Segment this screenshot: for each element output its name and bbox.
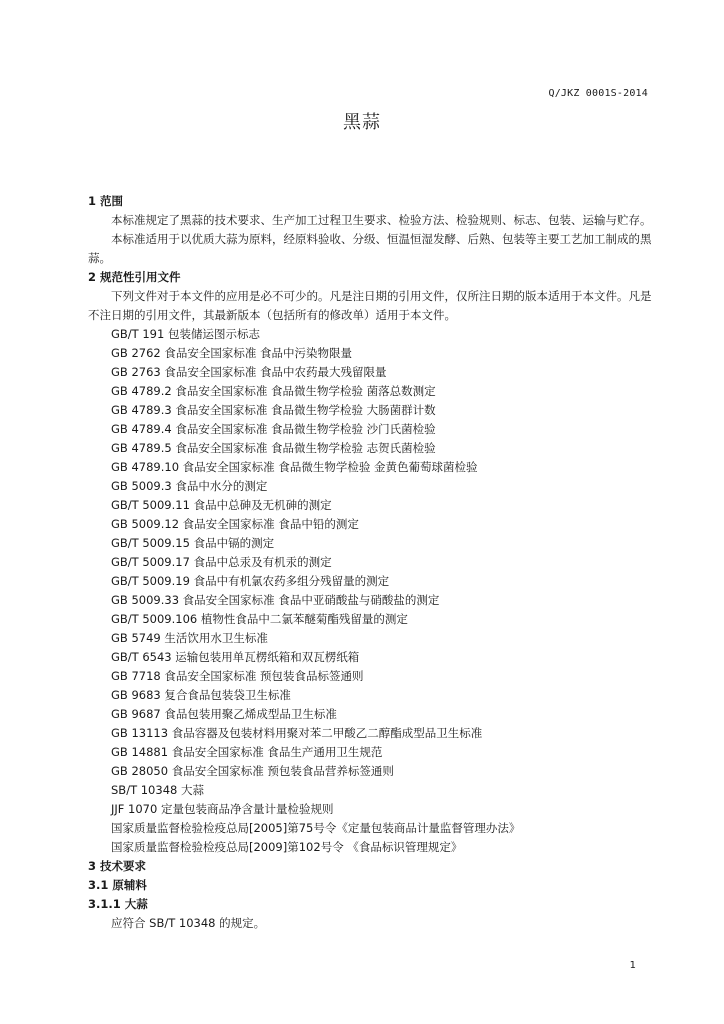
reference-item: GB/T 191 包装储运图示标志 (111, 327, 260, 341)
section-1-paragraph-1: 本标准规定了黑蒜的技术要求、生产加工过程卫生要求、检验方法、检验规则、标志、包装、运输与贮存。 (111, 213, 652, 227)
reference-item: GB/T 5009.17 食品中总汞及有机汞的测定 (111, 555, 332, 569)
reference-item: GB 5009.3 食品中水分的测定 (111, 479, 268, 493)
section-2-heading: 2 规范性引用文件 (88, 270, 181, 284)
reference-item: GB 5009.33 食品安全国家标准 食品中亚硝酸盐与硝酸盐的测定 (111, 593, 440, 607)
reference-item: GB 13113 食品容器及包装材料用聚对苯二甲酸乙二醇酯成型品卫生标准 (111, 726, 483, 740)
section-3-1-1-text: 应符合 SB/T 10348 的规定。 (111, 916, 266, 930)
reference-item: GB 7718 食品安全国家标准 预包装食品标签通则 (111, 669, 364, 683)
reference-item: GB 5009.12 食品安全国家标准 食品中铅的测定 (111, 517, 359, 531)
section-1-paragraph-2: 本标准适用于以优质大蒜为原料，经原料验收、分级、恒温恒湿发酵、后熟、包装等主要工艺加工制成的黑蒜。 (88, 232, 652, 265)
reference-item: GB/T 5009.106 植物性食品中二氯苯醚菊酯残留量的测定 (111, 612, 408, 626)
reference-item: GB 14881 食品安全国家标准 食品生产通用卫生规范 (111, 745, 383, 759)
reference-item: GB 28050 食品安全国家标准 预包装食品营养标签通则 (111, 764, 394, 778)
document-body (88, 192, 656, 933)
page-number: 1 (629, 960, 636, 971)
section-3-heading: 3 技术要求 (88, 859, 147, 873)
document-title: 黑蒜 (343, 112, 381, 133)
reference-item: 国家质量监督检验检疫总局[2005]第75号令《定量包装商品计量监督管理办法》 (111, 821, 521, 835)
reference-item: GB/T 5009.15 食品中镉的测定 (111, 536, 275, 550)
reference-item: GB/T 6543 运输包装用单瓦楞纸箱和双瓦楞纸箱 (111, 650, 360, 664)
reference-item: GB/T 5009.19 食品中有机氯农药多组分残留量的测定 (111, 574, 390, 588)
reference-item: GB 2762 食品安全国家标准 食品中污染物限量 (111, 346, 353, 360)
reference-item: SB/T 10348 大蒜 (111, 783, 204, 797)
reference-item: GB 2763 食品安全国家标准 食品中农药最大残留限量 (111, 365, 387, 379)
section-2-paragraph-1: 下列文件对于本文件的应用是必不可少的。凡是注日期的引用文件，仅所注日期的版本适用于本文件。凡是不注日期的引用文件，其最新版本（包括所有的修改单）适用于本文件。 (88, 289, 652, 322)
reference-item: GB 4789.5 食品安全国家标准 食品微生物学检验 志贺氏菌检验 (111, 441, 436, 455)
reference-item: GB 5749 生活饮用水卫生标准 (111, 631, 268, 645)
reference-item: GB 4789.3 食品安全国家标准 食品微生物学检验 大肠菌群计数 (111, 403, 436, 417)
reference-item: GB 4789.4 食品安全国家标准 食品微生物学检验 沙门氏菌检验 (111, 422, 436, 436)
reference-item: 国家质量监督检验检疫总局[2009]第102号令 《食品标识管理规定》 (111, 840, 463, 854)
reference-list (88, 325, 656, 857)
reference-item: GB 4789.10 食品安全国家标准 食品微生物学检验 金黄色葡萄球菌检验 (111, 460, 478, 474)
section-1-heading: 1 范围 (88, 194, 124, 208)
reference-item: GB 9683 复合食品包装袋卫生标准 (111, 688, 291, 702)
reference-item: GB 9687 食品包装用聚乙烯成型品卫生标准 (111, 707, 337, 721)
reference-item: JJF 1070 定量包装商品净含量计量检验规则 (111, 802, 334, 816)
standard-number: Q/JKZ 0001S-2014 (548, 88, 648, 99)
reference-item: GB/T 5009.11 食品中总砷及无机砷的测定 (111, 498, 332, 512)
section-3-1-1-heading: 3.1.1 大蒜 (88, 897, 148, 911)
reference-item: GB 4789.2 食品安全国家标准 食品微生物学检验 菌落总数测定 (111, 384, 436, 398)
section-3-1-heading: 3.1 原辅料 (88, 878, 147, 892)
